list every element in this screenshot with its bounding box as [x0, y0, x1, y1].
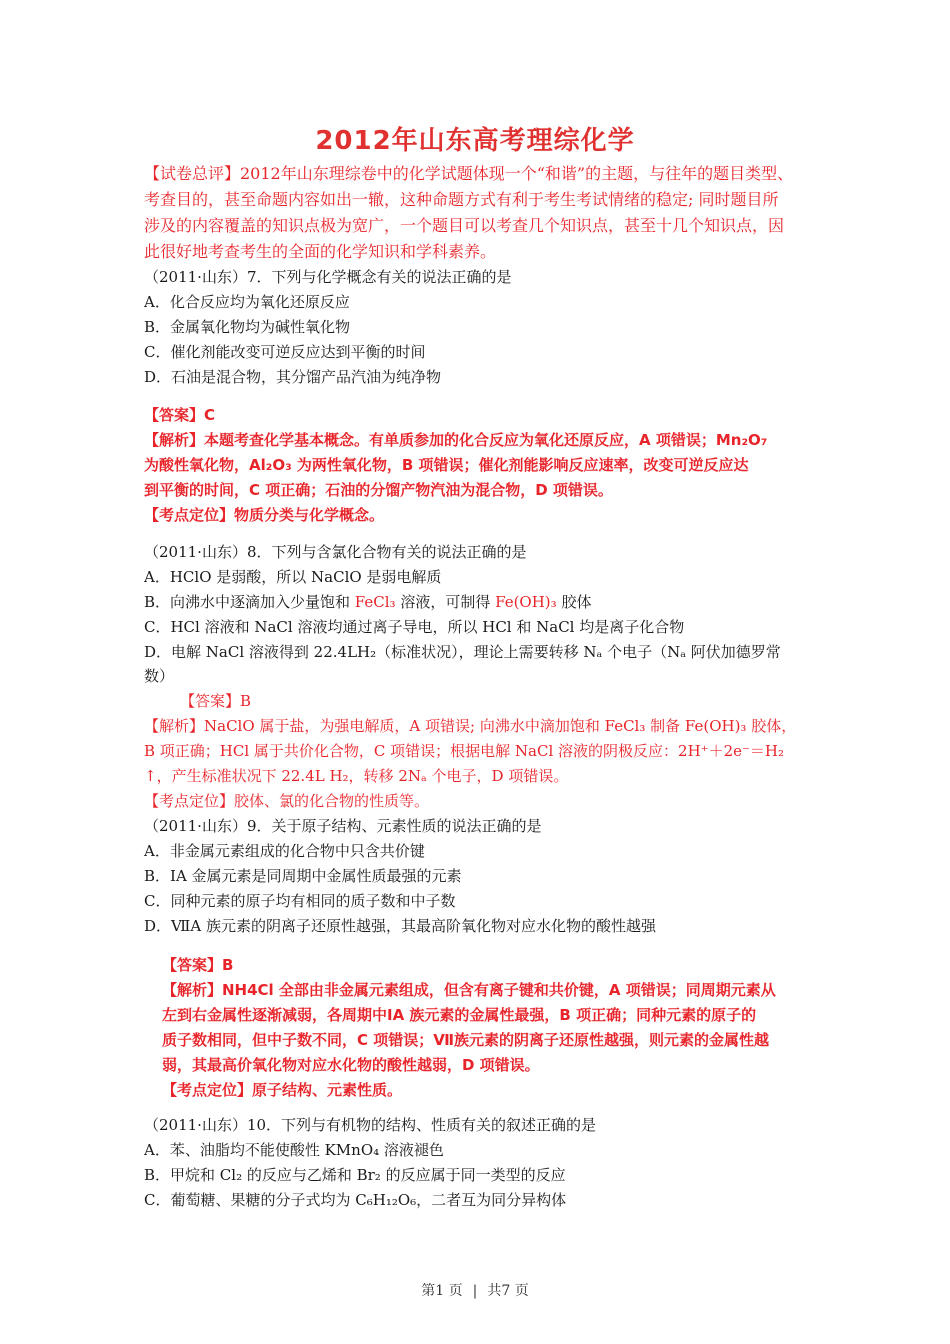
question-stem: （2011·山东）7．下列与化学概念有关的说法正确的是 [144, 268, 512, 286]
analysis-line: B 项正确；HCl 属于共价化合物，C 项错误；根据电解 NaCl 溶液的阴极反应：2H⁺＋2e⁻＝H₂ [144, 742, 785, 760]
summary-line: 【试卷总评】2012年山东理综卷中的化学试题体现一个“和谐”的主题，与往年的题目类型、 [144, 164, 794, 183]
option-d: D．ⅦA 族元素的阴离子还原性越强，其最高阶氧化物对应水化物的酸性越强 [144, 917, 656, 935]
option-text: 胶体 [556, 593, 592, 611]
analysis-line: 为酸性氧化物，Al₂O₃ 为两性氧化物，B 项错误；催化剂能影响反应速率，改变可逆反应达 [144, 456, 749, 474]
summary-line: 此很好地考查考生的全面的化学知识和学科素养。 [144, 242, 497, 261]
footer-separator: | [472, 1283, 478, 1299]
option-d: D．电解 NaCl 溶液得到 22.4LH₂（标准状况），理论上需要转移 Nₐ 个电子（Nₐ 阿伏加德罗常 [144, 643, 781, 661]
summary-line: 考查目的，甚至命题内容如出一辙，这种命题方式有利于考生考试情绪的稳定; 同时题目所 [144, 190, 779, 209]
question-stem: （2011·山东）10．下列与有机物的结构、性质有关的叙述正确的是 [144, 1116, 597, 1134]
answer: 【答案】C [144, 406, 216, 424]
knowledge-point: 【考点定位】物质分类与化学概念。 [144, 506, 385, 524]
analysis-line: 质子数相同，但中子数不同，C 项错误；Ⅶ族元素的阴离子还原性越强，则元素的金属性越 [162, 1031, 770, 1049]
option-c: C．同种元素的原子均有相同的质子数和中子数 [144, 892, 456, 910]
question-stem: （2011·山东）9．关于原子结构、元素性质的说法正确的是 [144, 817, 542, 835]
page-total: 共7 页 [487, 1283, 529, 1299]
analysis-line: 到平衡的时间，C 项正确；石油的分馏产物汽油为混合物，D 项错误。 [144, 481, 613, 499]
option-c: C．HCl 溶液和 NaCl 溶液均通过离子导电，所以 HCl 和 NaCl 均是离子化合物 [144, 618, 685, 636]
option-text: 溶液，可制得 [395, 593, 496, 611]
option-b [144, 591, 591, 613]
option-c: C．葡萄糖、果糖的分子式均为 C₆H₁₂O₆，二者互为同分异构体 [144, 1191, 567, 1209]
option-a: A．苯、油脂均不能使酸性 KMnO₄ 溶液褪色 [144, 1141, 444, 1159]
formula-fecl3: FeCl₃ [354, 593, 396, 611]
question-stem: （2011·山东）8．下列与含氯化合物有关的说法正确的是 [144, 543, 527, 561]
summary-line: 涉及的内容覆盖的知识点极为宽广，一个题目可以考查几个知识点，甚至十几个知识点，因 [144, 216, 785, 235]
analysis-line: 左到右金属性逐渐减弱，各周期中ⅠA 族元素的金属性最强，B 项正确；同种元素的原子的 [162, 1006, 757, 1024]
knowledge-point: 【考点定位】原子结构、元素性质。 [162, 1081, 403, 1099]
answer: 【答案】B [180, 692, 252, 710]
option-d-cont: 数） [144, 667, 175, 685]
analysis-line: ↑，产生标准状况下 22.4L H₂，转移 2Nₐ 个电子，D 项错误。 [144, 767, 569, 785]
option-c: C．催化剂能改变可逆反应达到平衡的时间 [144, 343, 426, 361]
option-text: B．向沸水中逐滴加入少量饱和 [144, 593, 355, 611]
page-number: 第1 页 [421, 1283, 463, 1299]
knowledge-point: 【考点定位】胶体、氯的化合物的性质等。 [144, 792, 430, 810]
page-footer [0, 1280, 950, 1300]
option-b: B．金属氧化物均为碱性氧化物 [144, 318, 351, 336]
option-a: A．非金属元素组成的化合物中只含共价键 [144, 842, 425, 860]
option-d: D．石油是混合物，其分馏产品汽油为纯净物 [144, 368, 442, 386]
analysis-line: 【解析】NH4Cl 全部由非金属元素组成，但含有离子键和共价键，A 项错误；同周期元素从 [162, 981, 776, 999]
answer: 【答案】B [162, 956, 234, 974]
option-a: A．化合反应均为氧化还原反应 [144, 293, 350, 311]
analysis-line: 【解析】NaClO 属于盐，为强电解质，A 项错误; 向沸水中滴加饱和 FeCl₃ 制备 Fe(OH)₃ 胶体， [144, 717, 797, 735]
analysis-line: 【解析】本题考查化学基本概念。有单质参加的化合反应为氧化还原反应，A 项错误；Mn₂O₇ [144, 431, 768, 449]
analysis-line: 弱，其最高价氧化物对应水化物的酸性越弱，D 项错误。 [162, 1056, 540, 1074]
option-b: B．ⅠA 金属元素是同周期中金属性质最强的元素 [144, 867, 462, 885]
formula-feoh3: Fe(OH)₃ [495, 593, 557, 611]
option-a: A．HClO 是弱酸，所以 NaClO 是弱电解质 [144, 568, 442, 586]
option-b: B．甲烷和 Cl₂ 的反应与乙烯和 Br₂ 的反应属于同一类型的反应 [144, 1166, 566, 1184]
page-title: 2012年山东高考理综化学 [315, 126, 635, 156]
